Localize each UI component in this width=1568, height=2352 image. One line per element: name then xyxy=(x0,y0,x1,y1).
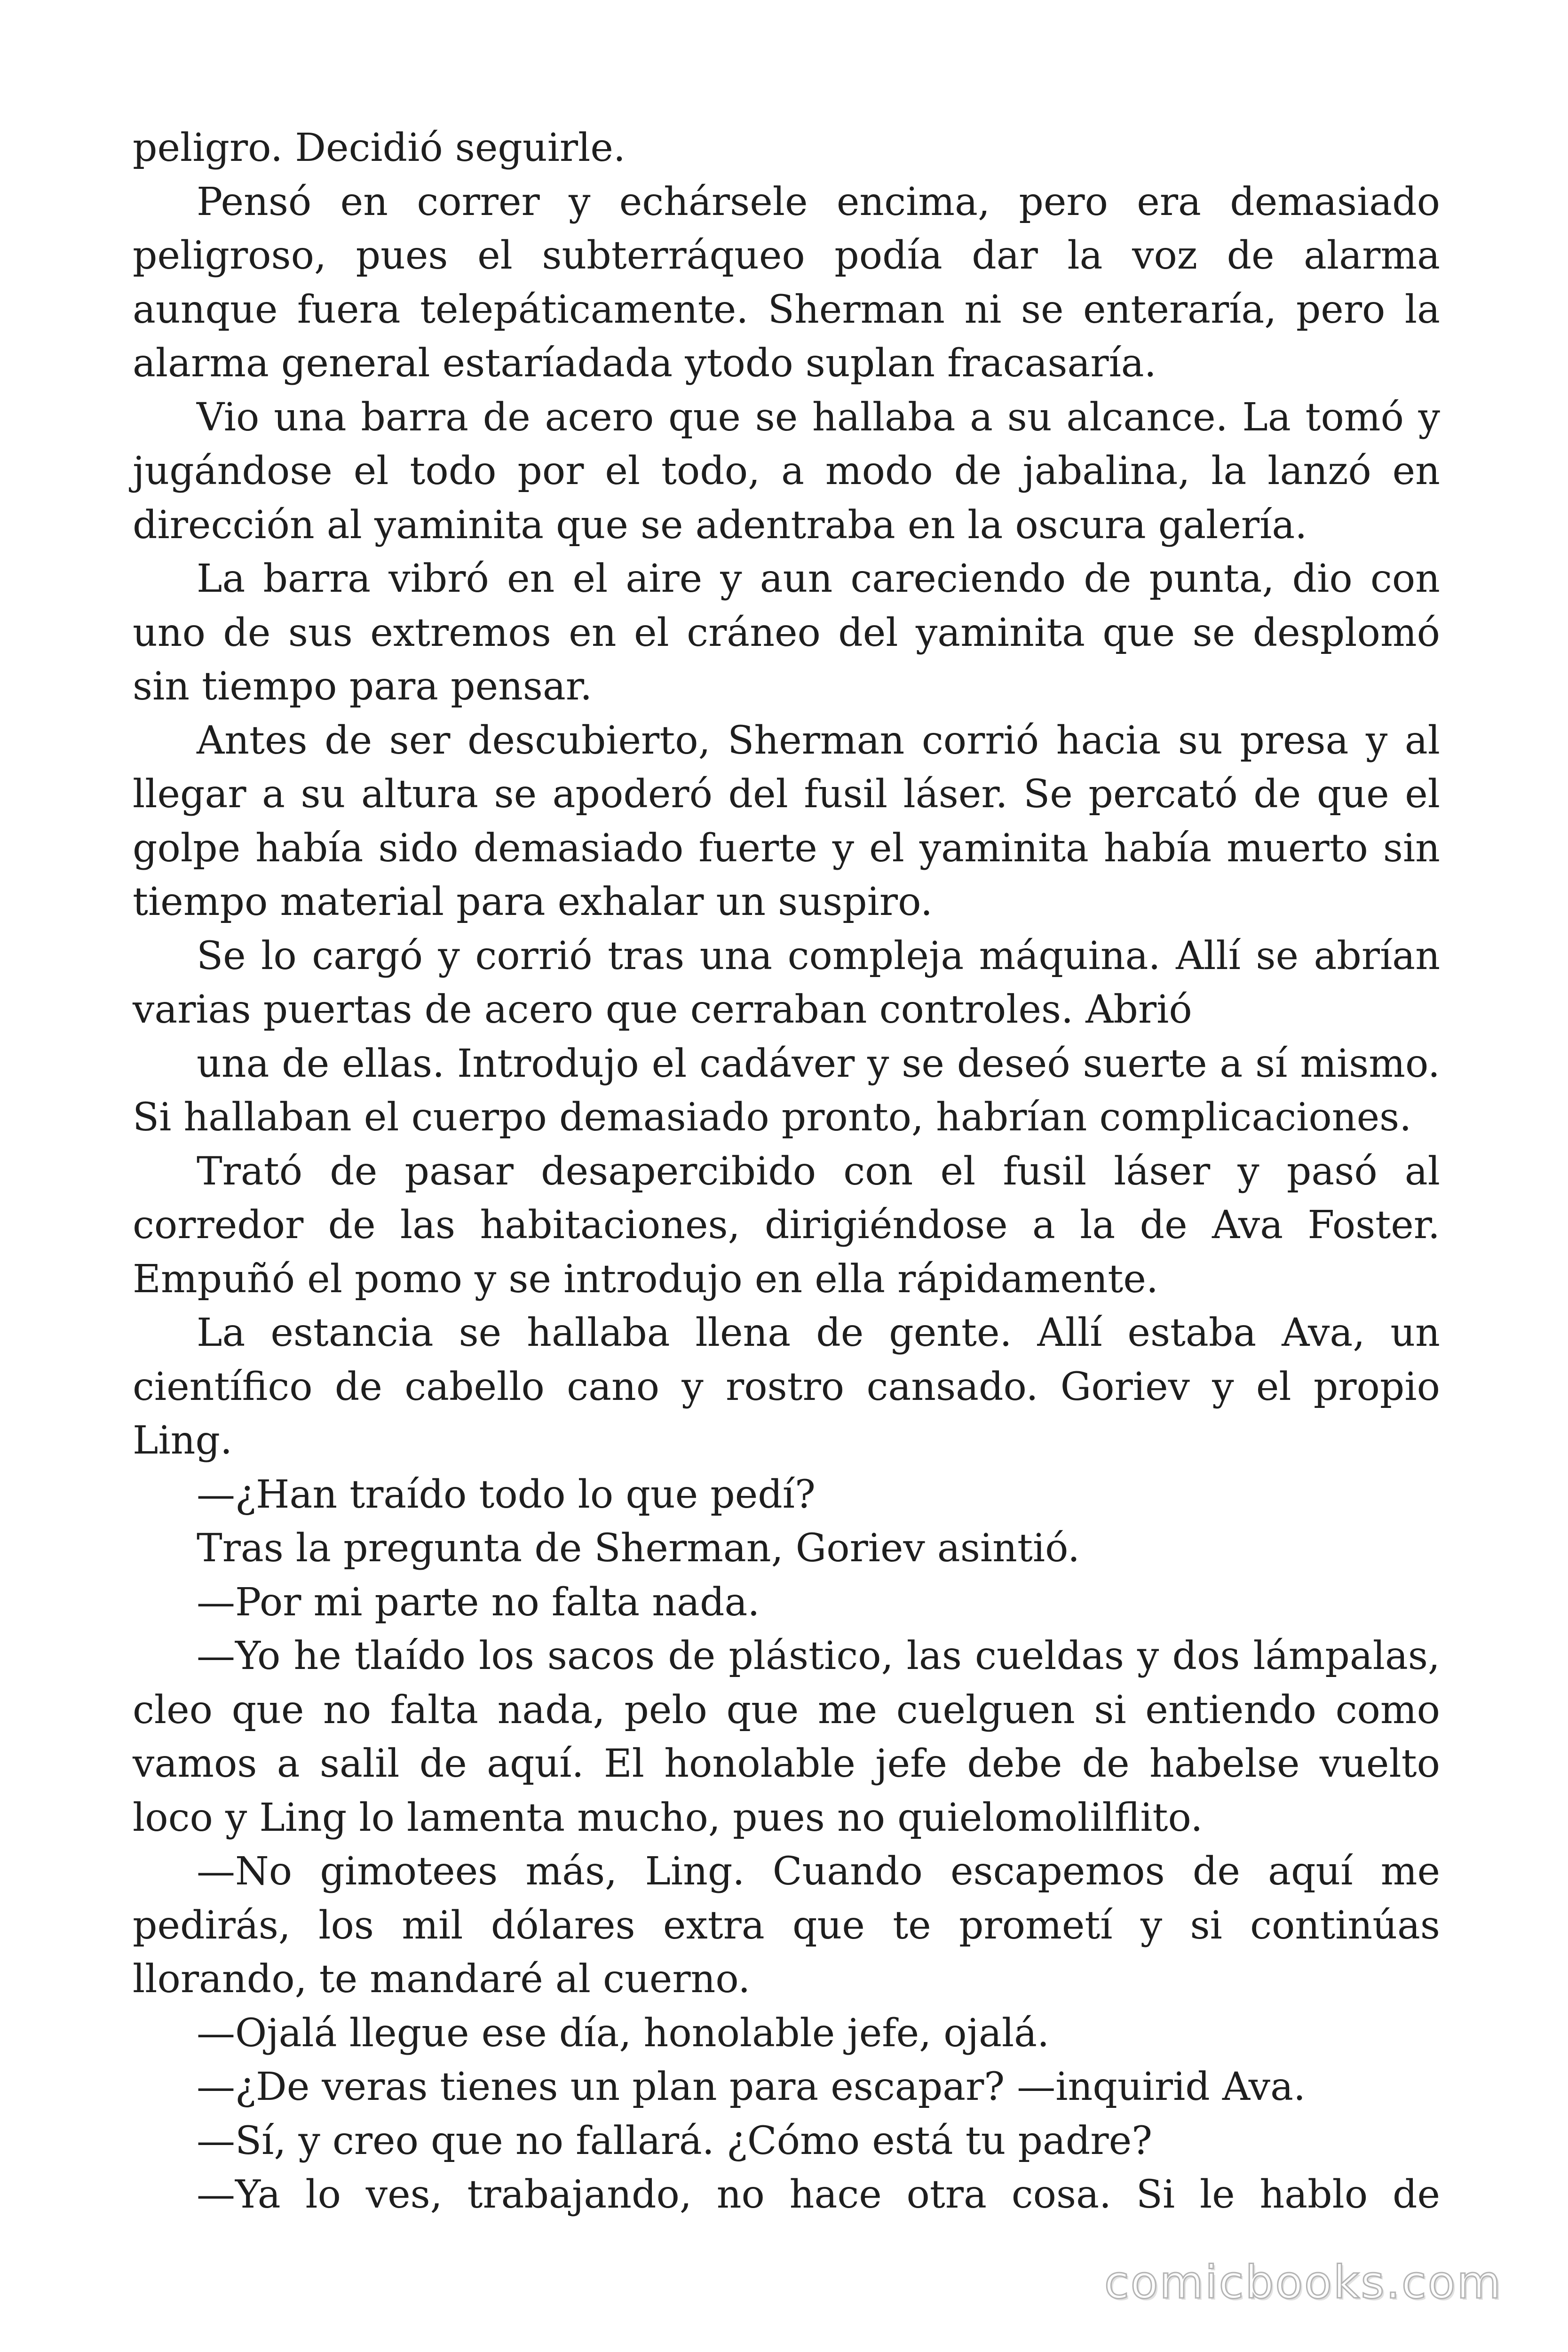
book-page-text xyxy=(133,121,1440,2222)
paragraph-4: La barra vibró en el aire y aun careciendo de punta, dio con uno de sus extremos en el cráneo del yaminita que se desplomó sin tiempo para pensar. xyxy=(133,556,1440,709)
paragraph-5: Antes de ser descubierto, Sherman corrió hacia su presa y al llegar a su altura se apoderó del fusil láser. Se percató de que el golpe había sido demasiado fuerte y el yaminita había muerto sin tiempo material para exhalar un suspiro. xyxy=(133,718,1440,924)
paragraph-7: una de ellas. Introdujo el cadáver y se deseó suerte a sí mismo. Si hallaban el cuerpo demasiado pronto, habrían complicaciones. xyxy=(133,1041,1440,1140)
paragraph-15: —Ojalá llegue ese día, honolable jefe, ojalá. xyxy=(197,2010,1050,2056)
paragraph-17: —Sí, y creo que no fallará. ¿Cómo está tu padre? xyxy=(197,2118,1153,2163)
watermark-logo: comicbooks.com xyxy=(1104,2256,1502,2309)
paragraph-1: peligro. Decidió seguirle. xyxy=(133,126,626,170)
paragraph-18: —Ya lo ves, trabajando, no hace otra cosa. Si le hablo de xyxy=(197,2172,1440,2217)
paragraph-6: Se lo cargó y corrió tras una compleja máquina. Allí se abrían varias puertas de acero que cerraban controles. Abrió xyxy=(133,933,1440,1032)
paragraph-8: Trató de pasar desapercibido con el fusil láser y pasó al corredor de las habitaciones, dirigiéndose a la de Ava Foster. Empuñó el pomo y se introdujo en ella rápidamente. xyxy=(133,1149,1440,1302)
paragraph-12: —Por mi parte no falta nada. xyxy=(197,1580,760,1625)
paragraph-10: —¿Han traído todo lo que pedí? xyxy=(197,1472,816,1517)
paragraph-13: —Yo he tlaído los sacos de plástico, las cueldas y dos lámpalas, cleo que no falta nada, pelo que me cuelguen si entiendo como vamos a salil de aquí. El honolable jefe debe de habelse vuelto loco y Ling lo lamenta mucho, pues no quielomolilflito. xyxy=(133,1634,1440,1840)
paragraph-3: Vio una barra de acero que se hallaba a su alcance. La tomó y jugándose el todo por el todo, a modo de jabalina, la lanzó en dirección al yaminita que se adentraba en la oscura galería. xyxy=(133,395,1440,548)
paragraph-14: —No gimotees más, Ling. Cuando escapemos de aquí me pedirás, los mil dólares extra que te prometí y si continúas llorando, te mandaré al cuerno. xyxy=(133,1849,1440,2002)
paragraph-2: Pensó en correr y echársele encima, pero era demasiado peligroso, pues el subterráqueo podía dar la voz de alarma aunque fuera telepáticamente. Sherman ni se enteraría, pero la alarma general estaríadada ytodo suplan fracasaría. xyxy=(133,179,1440,386)
paragraph-16: —¿De veras tienes un plan para escapar? —inquirid Ava. xyxy=(197,2065,1306,2109)
paragraph-9: La estancia se hallaba llena de gente. Allí estaba Ava, un científico de cabello cano y rostro cansado. Goriev y el propio Ling. xyxy=(133,1311,1440,1463)
paragraph-11: Tras la pregunta de Sherman, Goriev asintió. xyxy=(197,1526,1080,1571)
